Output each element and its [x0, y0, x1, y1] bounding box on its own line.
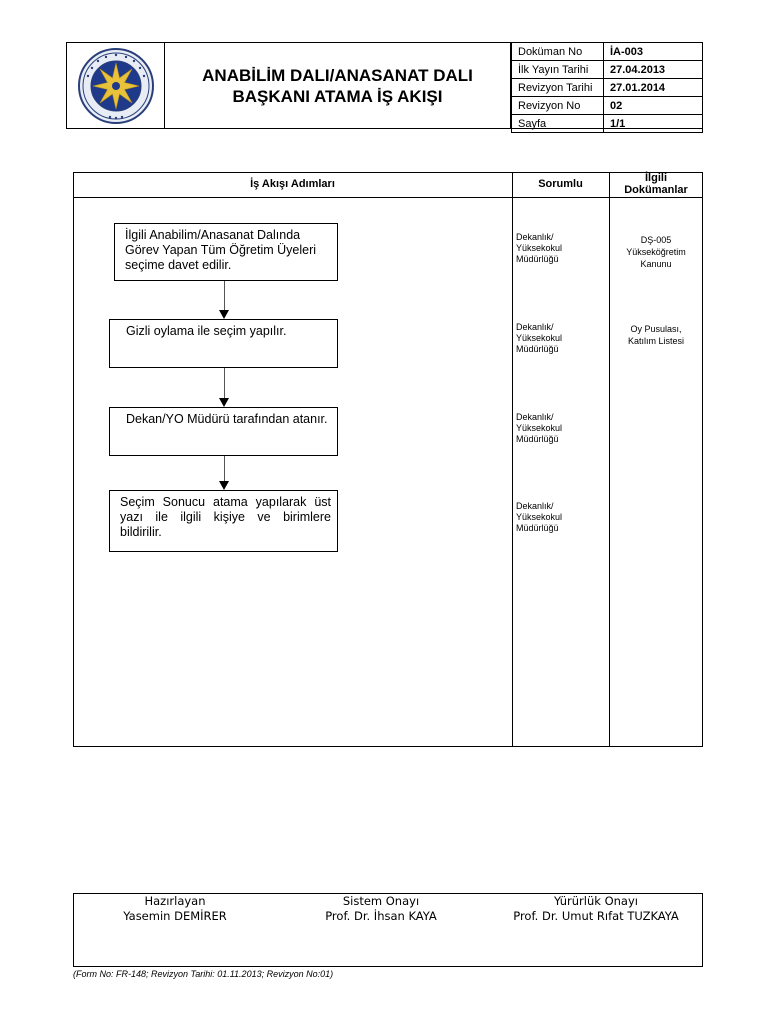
column-header-documents: [609, 172, 703, 196]
responsible-entry: [516, 322, 562, 355]
responsible-entry: [516, 412, 562, 445]
responsible-line: Dekanlık/: [516, 322, 554, 332]
meta-key: Revizyon No: [512, 97, 604, 115]
meta-row: [512, 43, 703, 61]
responsible-line: Müdürlüğü: [516, 344, 559, 354]
document-line: Kanunu: [640, 259, 672, 269]
responsible-line: Müdürlüğü: [516, 254, 559, 264]
meta-key: İlk Yayın Tarihi: [512, 61, 604, 79]
arrow-down-icon: [219, 481, 229, 490]
document-line: DŞ-005: [640, 235, 672, 245]
flow-arrow-line: [224, 281, 225, 310]
logo-cell: [66, 42, 165, 129]
form-footer: (Form No: FR-148; Revizyon Tarihi: 01.11.2013; Revizyon No:01): [73, 969, 334, 979]
responsible-line: Yüksekokul: [516, 243, 563, 253]
document-line: Oy Pusulası,: [630, 324, 682, 334]
approval-name: Prof. Dr. Umut Rıfat TUZKAYA: [513, 909, 679, 923]
arrow-down-icon: [219, 310, 229, 319]
responsible-line: Dekanlık/: [516, 412, 554, 422]
meta-row: [512, 61, 703, 79]
column-divider: [512, 172, 513, 747]
meta-value: 02: [604, 97, 703, 115]
approval-name: Yasemin DEMİRER: [123, 909, 227, 923]
responsible-line: Yüksekokul: [516, 423, 563, 433]
column-header-steps: İş Akışı Adımları: [250, 178, 335, 190]
column-header-documents-line-2: Dokümanlar: [624, 184, 688, 196]
document-line: Yükseköğretim: [626, 247, 686, 257]
university-seal-logo: [66, 42, 165, 129]
meta-row: [512, 97, 703, 115]
meta-value: 27.01.2014: [604, 79, 703, 97]
flow-arrow-line: [224, 456, 225, 481]
responsible-entry: [516, 501, 562, 534]
header-row-divider: [73, 197, 703, 198]
document-line: Katılım Listesi: [627, 336, 685, 346]
responsible-line: Yüksekokul: [516, 512, 563, 522]
approval-role: Sistem Onayı: [342, 894, 420, 908]
arrow-down-icon: [219, 398, 229, 407]
responsible-line: Dekanlık/: [516, 501, 554, 511]
column-header-responsible: Sorumlu: [538, 178, 583, 190]
title-cell: [165, 42, 511, 129]
approval-role: Hazırlayan: [144, 894, 206, 908]
responsible-line: Yüksekokul: [516, 333, 563, 343]
column-header-documents-line-1: İlgili: [645, 172, 667, 184]
meta-row: [512, 115, 703, 133]
approval-role: Yürürlük Onayı: [554, 894, 638, 908]
meta-key: Sayfa: [512, 115, 604, 133]
flow-arrow-line: [224, 368, 225, 398]
responsible-line: Dekanlık/: [516, 232, 554, 242]
responsible-line: Müdürlüğü: [516, 434, 559, 444]
meta-value: İA-003: [604, 43, 703, 61]
meta-key: Doküman No: [512, 43, 604, 61]
approval-effective: [496, 894, 696, 924]
flow-step-box: Dekan/YO Müdürü tarafından atanır.: [109, 407, 338, 456]
meta-value: 27.04.2013: [604, 61, 703, 79]
meta-row: [512, 79, 703, 97]
approval-system: [296, 894, 466, 924]
meta-value: 1/1: [604, 115, 703, 133]
flow-step-box: Gizli oylama ile seçim yapılır.: [109, 319, 338, 368]
related-documents-entry: [609, 323, 703, 347]
document-title-line-1: ANABİLİM DALI/ANASANAT DALI: [202, 65, 473, 85]
approval-prepared-by: [100, 894, 250, 924]
meta-key: Revizyon Tarihi: [512, 79, 604, 97]
responsible-line: Müdürlüğü: [516, 523, 559, 533]
document-meta-table: [511, 42, 703, 133]
flow-step-box: İlgili Anabilim/Anasanat Dalında Görev Yapan Tüm Öğretim Üyeleri seçime davet edilir.: [114, 223, 338, 281]
flow-step-box: Seçim Sonucu atama yapılarak üst yazı ile ilgili kişiye ve birimlere bildirilir.: [109, 490, 338, 552]
document-title-line-2: BAŞKANI ATAMA İŞ AKIŞI: [232, 86, 443, 106]
approval-name: Prof. Dr. İhsan KAYA: [325, 909, 437, 923]
responsible-entry: [516, 232, 562, 265]
related-documents-entry: [609, 234, 703, 270]
